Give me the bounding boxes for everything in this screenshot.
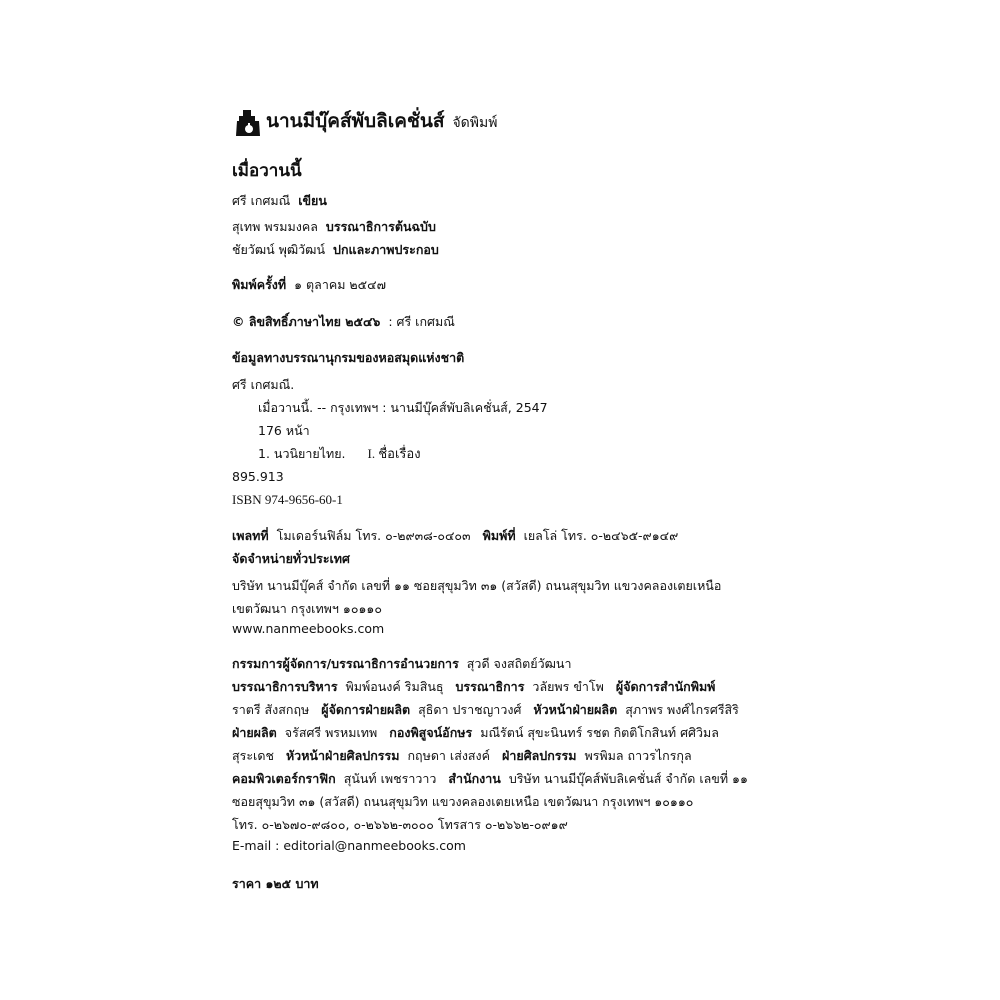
- staff-md: [232, 656, 571, 672]
- edition-value: ๑ ตุลาคม ๒๕๔๗: [294, 277, 386, 292]
- credit-editor: [232, 219, 436, 235]
- copyright-holder: : ศรี เกศมณี: [388, 314, 455, 329]
- staff-editors: [232, 679, 715, 695]
- book-title: เมื่อวานนี้: [232, 161, 302, 181]
- catalog-subject: 1. นวนิยายไทย.: [258, 446, 346, 461]
- staff-label: ฝ่ายศิลปกรรม: [502, 748, 577, 763]
- staff-name: สุวดี จงสถิตย์วัฒนา: [466, 656, 572, 671]
- catalog-heading: ข้อมูลทางบรรณานุกรมของหอสมุดแห่งชาติ: [232, 350, 465, 365]
- staff-name: กฤษดา เส่งสงค์: [407, 748, 491, 763]
- staff-production: [232, 702, 739, 718]
- staff-name: สุธิดา ปราชญาวงศ์: [418, 702, 522, 717]
- staff-graphic: [232, 771, 748, 787]
- publisher-name: นานมีบุ๊คส์พับลิเคชั่นส์: [266, 110, 445, 132]
- catalog-title-entry: I. ชื่อเรื่อง: [367, 446, 421, 461]
- staff-label: บรรณาธิการบริหาร: [232, 679, 338, 694]
- staff-label: หัวหน้าฝ่ายศิลปกรรม: [285, 748, 400, 763]
- price-label: ราคา ๑๒๕ บาท: [232, 876, 319, 891]
- staff-label: กองพิสูจน์อักษร: [389, 725, 473, 740]
- staff-label: ฝ่ายผลิต: [232, 725, 277, 740]
- staff-name: พิมพ์อนงค์ ริมสินธุ: [345, 679, 444, 694]
- staff-name: จรัสศรี พรหมเทพ: [284, 725, 378, 740]
- catalog-pages: 176 หน้า: [258, 423, 310, 438]
- credit-name: ชัยวัฒน์ พุฒิวัฒน์: [232, 242, 326, 257]
- staff-label: กรรมการผู้จัดการ/บรรณาธิการอำนวยการ: [232, 656, 459, 671]
- copyright-label: © ลิขสิทธิ์ภาษาไทย ๒๕๔๖: [232, 314, 381, 329]
- publisher-suffix: จัดพิมพ์: [452, 115, 498, 131]
- credit-illustrator: [232, 242, 439, 258]
- plate-label: เพลทที่: [232, 528, 269, 543]
- staff-label: บรรณาธิการ: [455, 679, 525, 694]
- credit-role: บรรณาธิการต้นฉบับ: [325, 219, 436, 234]
- office-email[interactable]: E-mail : editorial@nanmeebooks.com: [232, 838, 466, 853]
- print-value: เยลโล่ โทร. ๐-๒๔๖๕-๙๑๔๙: [523, 528, 679, 543]
- staff-name: สุนันท์ เพชราวาว: [343, 771, 437, 786]
- staff-name: สุภาพร พงศ์ไกรศรีสิริ: [625, 702, 739, 717]
- staff-proof: [232, 725, 719, 741]
- staff-name: วลัยพร ขำโพ: [532, 679, 604, 694]
- staff-art: [232, 748, 692, 764]
- staff-label: สำนักงาน: [448, 771, 501, 786]
- office-address: บริษัท นานมีบุ๊คส์พับลิเคชั่นส์ จำกัด เลขที่ ๑๑: [508, 771, 748, 786]
- catalog-imprint: เมื่อวานนี้. -- กรุงเทพฯ : นานมีบุ๊คส์พับลิเคชั่นส์, 2547: [258, 400, 548, 415]
- staff-label: ผู้จัดการสำนักพิมพ์: [615, 679, 716, 694]
- copyright-line: [232, 314, 455, 330]
- distribution-address: บริษัท นานมีบุ๊คส์ จำกัด เลขที่ ๑๑ ซอยสุขุมวิท ๓๑ (สวัสดี) ถนนสุขุมวิท แขวงคลองเตยเหนือ: [232, 578, 722, 593]
- catalog-subject-line: [258, 446, 421, 462]
- staff-name: ราตรี สังสกฤษ: [232, 702, 310, 717]
- office-address-2: ซอยสุขุมวิท ๓๑ (สวัสดี) ถนนสุขุมวิท แขวงคลองเตยเหนือ เขตวัฒนา กรุงเทพฯ ๑๐๑๑๐: [232, 794, 694, 809]
- production-line: [232, 528, 678, 544]
- publisher-heading: [266, 110, 498, 132]
- plate-value: โมเดอร์นฟิล์ม โทร. ๐-๒๙๓๘-๐๔๐๓: [276, 528, 471, 543]
- ship-book-icon: [234, 108, 264, 138]
- credit-role: ปกและภาพประกอบ: [333, 242, 439, 257]
- staff-name: สุระเดช: [232, 748, 274, 763]
- staff-label: หัวหน้าฝ่ายผลิต: [533, 702, 618, 717]
- staff-name: พรพิมล ถาวรไกรกุล: [584, 748, 692, 763]
- edition-line: [232, 277, 386, 293]
- credit-name: สุเทพ พรมมงคล: [232, 219, 318, 234]
- credit-author: [232, 193, 327, 209]
- website-link[interactable]: www.nanmeebooks.com: [232, 621, 385, 636]
- staff-label: คอมพิวเตอร์กราฟิก: [232, 771, 336, 786]
- print-label: พิมพ์ที่: [482, 528, 516, 543]
- credit-role: เขียน: [298, 193, 327, 208]
- catalog-classification: 895.913: [232, 469, 284, 484]
- office-phone: โทร. ๐-๒๖๗๐-๙๘๐๐, ๐-๒๖๖๒-๓๐๐๐ โทรสาร ๐-๒๖๖๒-๐๙๑๙: [232, 817, 568, 832]
- distribution-heading: จัดจำหน่ายทั่วประเทศ: [232, 551, 350, 566]
- edition-label: พิมพ์ครั้งที่: [232, 277, 287, 292]
- distribution-address-2: เขตวัฒนา กรุงเทพฯ ๑๐๑๑๐: [232, 601, 382, 616]
- staff-name: มณีรัตน์ สุขะนินทร์ รชต กิตติโกสินท์ ศศิวิมล: [480, 725, 719, 740]
- catalog-author: ศรี เกศมณี.: [232, 377, 295, 392]
- credit-name: ศรี เกศมณี: [232, 193, 291, 208]
- staff-label: ผู้จัดการฝ่ายผลิต: [321, 702, 411, 717]
- catalog-isbn: ISBN 974-9656-60-1: [232, 492, 343, 507]
